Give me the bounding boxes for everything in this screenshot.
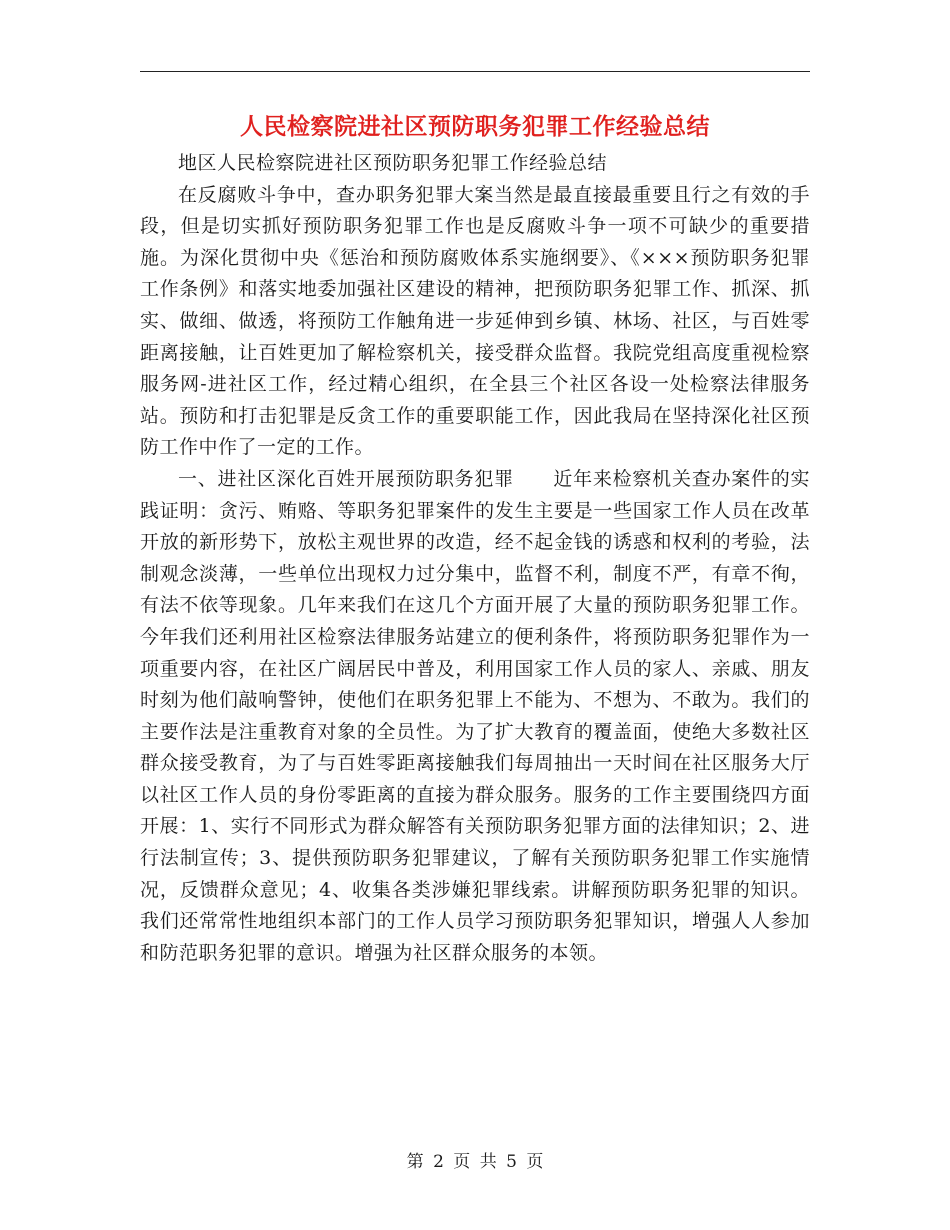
- page-footer: [0, 1150, 950, 1174]
- footer-page-unit: 页: [453, 1152, 471, 1172]
- body-paragraph-section-1: 一、进社区深化百姓开展预防职务犯罪 近年来检察机关查办案件的实践证明：贪污、贿赂、等职务犯罪案件的发生主要是一些国家工作人员在改革开放的新形势下，放松主观世界的改造，经不起金钱的诱惑和权利的考验，法制观念淡薄，一些单位出现权力过分集中，监督不利，制度不严，有章不徇，有法不依等现象。几年来我们在这几个方面开展了大量的预防职务犯罪工作。今年我们还利用社区检察法律服务站建立的便利条件，将预防职务犯罪作为一项重要内容，在社区广阔居民中普及，利用国家工作人员的家人、亲戚、朋友时刻为他们敲响警钟，使他们在职务犯罪上不能为、不想为、不敢为。我们的主要作法是注重教育对象的全员性。为了扩大教育的覆盖面，使绝大多数社区群众接受教育，为了与百姓零距离接触我们每周抽出一天时间在社区服务大厅以社区工作人员的身份零距离的直接为群众服务。服务的工作主要围绕四方面开展：1、实行不同形式为群众解答有关预防职务犯罪方面的法律知识；2、进行法制宣传；3、提供预防职务犯罪建议，了解有关预防职务犯罪工作实施情况，反馈群众意见；4、收集各类涉嫌犯罪线索。讲解预防职务犯罪的知识。我们还常常性地组织本部门的工作人员学习预防职务犯罪知识，增强人人参加和防范职务犯罪的意识。增强为社区群众服务的本领。: [140, 467, 810, 964]
- footer-current-page: 2: [433, 1152, 444, 1172]
- body-paragraph-subtitle: 地区人民检察院进社区预防职务犯罪工作经验总结: [178, 152, 608, 174]
- footer-page-unit-end: 页: [526, 1152, 544, 1172]
- document-body: [140, 148, 810, 969]
- body-paragraph-intro: 在反腐败斗争中，查办职务犯罪大案当然是最直接最重要且行之有效的手段，但是切实抓好预防职务犯罪工作也是反腐败斗争一项不可缺少的重要措施。为深化贯彻中央《惩治和预防腐败体系实施纲要》、《×××预防职务犯罪工作条例》和落实地委加强社区建设的精神，把预防职务犯罪工作、抓深、抓实、做细、做透，将预防工作触角进一步延伸到乡镇、林场、社区，与百姓零距离接触，让百姓更加了解检察机关，接受群众监督。我院党组高度重视检察服务网-进社区工作，经过精心组织，在全县三个社区各设一处检察法律服务站。预防和打击犯罪是反贪工作的重要职能工作，因此我局在坚持深化社区预防工作中作了一定的工作。: [140, 183, 810, 459]
- document-title: 人民检察院进社区预防职务犯罪工作经验总结: [240, 113, 710, 140]
- footer-total-label: 共: [479, 1152, 497, 1172]
- header-rule: [140, 71, 810, 72]
- footer-total-pages: 5: [506, 1152, 517, 1172]
- footer-prefix: 第: [406, 1152, 424, 1172]
